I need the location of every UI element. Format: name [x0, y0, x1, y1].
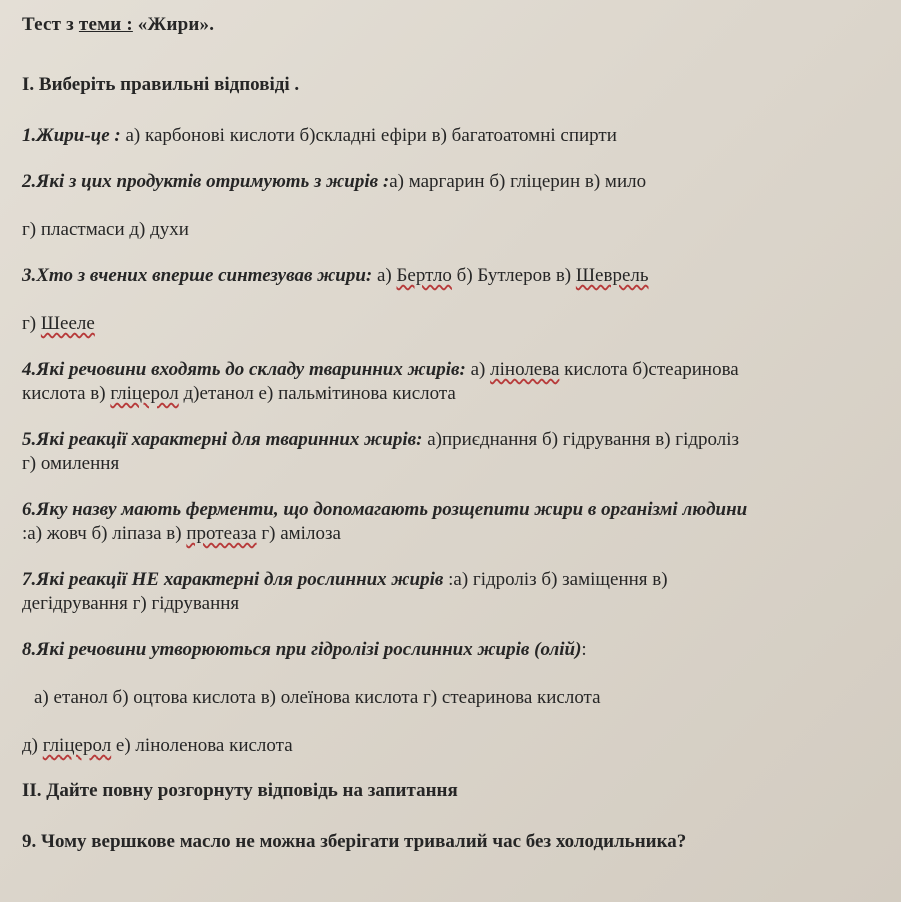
question-6-lead: 6.Яку назву мають ферменти, що допомагають розщепити жири в організмі людини	[22, 499, 748, 520]
question-5	[22, 428, 873, 476]
question-3-lead: 3.Хто з вчених вперше синтезував жири:	[22, 265, 373, 286]
question-9: 9. Чому вершкове масло не можна зберігати тривалий час без холодильника?	[22, 831, 687, 852]
question-8-lead: 8.Які речовини утворюються при гідролізі рослинних жирів (олій)	[22, 639, 582, 660]
question-4-a-prefix: а)	[465, 359, 491, 380]
question-8	[22, 638, 873, 758]
question-7-lead: 7.Які реакції НЕ характерні для рослинних жирів	[22, 569, 444, 590]
question-2-answers: а) маргарин б) гліцерин в) мило	[389, 171, 647, 192]
question-5-lead: 5.Які реакції характерні для тваринних жирів:	[22, 429, 423, 450]
page-title	[22, 14, 873, 36]
question-4-a-rest: кислота б)стеаринова	[559, 359, 739, 380]
question-7-answers-line2: дегідрування г) гідрування	[22, 593, 240, 614]
question-1-answers: а) карбонові кислоти б)складні ефіри в) багатоатомні спирти	[120, 125, 617, 146]
question-3-bertlo: Бертло	[396, 265, 452, 286]
section-heading-2: ІІ. Дайте повну розгорнуту відповідь на запитання	[22, 780, 458, 801]
title-rest: «Жири».	[132, 14, 215, 35]
question-4-linoleva: лінолева	[490, 359, 560, 380]
question-1-lead: 1.Жири-це :	[22, 125, 121, 146]
question-5-answers-line2: г) омилення	[22, 453, 120, 474]
question-2-answers-line2: г) пластмаси д) духи	[22, 219, 189, 240]
title-prefix: Тест з	[22, 14, 79, 35]
question-4-line2-rest: д)етанол е) пальмітинова кислота	[178, 383, 456, 404]
question-3-line2-prefix: г)	[22, 313, 41, 334]
question-2	[22, 170, 873, 242]
question-8-glitserol: гліцерол	[42, 735, 112, 756]
question-8-colon: :	[581, 639, 587, 660]
question-3	[22, 264, 873, 336]
question-4-lead: 4.Які речовини входять до складу тваринних жирів:	[22, 359, 466, 380]
question-4-glitserol: гліцерол	[110, 383, 179, 404]
question-6-proteaza: протеаза	[186, 523, 257, 544]
question-3-option-a-label: а)	[372, 265, 397, 286]
question-4	[22, 358, 873, 406]
question-6-line2-prefix: :а) жовч б) ліпаза в)	[22, 523, 187, 544]
title-underlined: теми :	[78, 14, 133, 35]
question-3-option-b: б) Бутлеров в)	[451, 265, 576, 286]
section-heading-1: І. Виберіть правильні відповіді .	[22, 74, 300, 95]
question-7-answers: :а) гідроліз б) заміщення в)	[443, 569, 668, 590]
question-2-lead: 2.Які з цих продуктів отримують з жирів :	[22, 171, 390, 192]
question-8-line3-rest: е) ліноленова кислота	[111, 735, 293, 756]
question-6	[22, 498, 873, 546]
question-5-answers: а)приєднання б) гідрування в) гідроліз	[422, 429, 740, 450]
question-8-line3-prefix: д)	[22, 735, 43, 756]
question-6-line2-rest: г) амілоза	[256, 523, 341, 544]
question-8-answers: а) етанол б) оцтова кислота в) олеїнова кислота г) стеаринова кислота	[34, 687, 601, 708]
question-7	[22, 568, 873, 616]
question-4-line2-prefix: кислота в)	[22, 383, 111, 404]
question-3-sheele: Шееле	[40, 313, 95, 334]
question-3-shevrel: Шеврель	[575, 265, 649, 286]
question-1	[22, 124, 873, 148]
